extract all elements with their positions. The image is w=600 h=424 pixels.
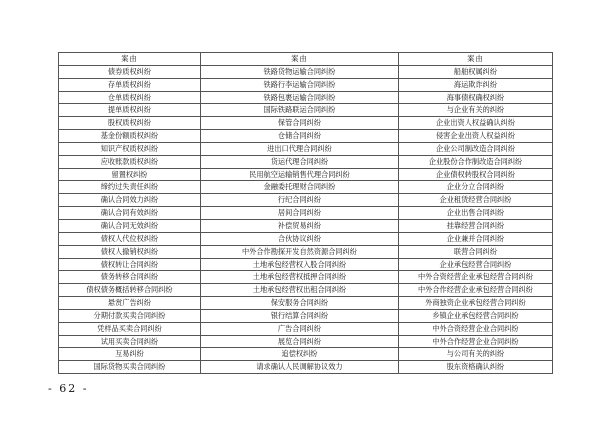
table-cell: 悬赏广告纠纷	[59, 297, 201, 310]
table-cell: 铁路货物运输合同纠纷	[201, 65, 399, 78]
table-cell: 民用航空运输销售代理合同纠纷	[201, 168, 399, 181]
table-cell: 铁路包裹运输合同纠纷	[201, 91, 399, 104]
table-cell: 中外合资经营企业合同纠纷	[399, 322, 553, 335]
table-row	[59, 361, 553, 374]
table-cell: 乡镇企业承包经营合同纠纷	[399, 309, 553, 322]
table-row	[59, 117, 553, 130]
table-cell: 确认合同效力纠纷	[59, 194, 201, 207]
table-cell: 债权债务概括转移合同纠纷	[59, 284, 201, 297]
table-cell: 土地承包经营权出租合同纠纷	[201, 284, 399, 297]
table-cell: 仓单质权纠纷	[59, 91, 201, 104]
table-cell: 侵害企业出资人权益纠纷	[399, 130, 553, 143]
table-cell: 保管合同纠纷	[201, 117, 399, 130]
table-cell: 请求确认人民调解协议效力	[201, 361, 399, 374]
table-cell: 进出口代理合同纠纷	[201, 142, 399, 155]
table-cell: 与企业有关的纠纷	[399, 104, 553, 117]
table-cell: 企业出资人权益确认纠纷	[399, 117, 553, 130]
table-row	[59, 142, 553, 155]
table-cell: 互易纠纷	[59, 348, 201, 361]
table-cell: 广告合同纠纷	[201, 322, 399, 335]
table-cell: 土地承包经营权抵押合同纠纷	[201, 271, 399, 284]
table-row	[59, 258, 553, 271]
table-cell: 确认合同无效纠纷	[59, 219, 201, 232]
table-cell: 股权质权纠纷	[59, 117, 201, 130]
table-cell: 行纪合同纠纷	[201, 194, 399, 207]
table-row	[59, 104, 553, 117]
table-cell: 铁路行李运输合同纠纷	[201, 78, 399, 91]
table-row	[59, 168, 553, 181]
table-cell: 海事债权确权纠纷	[399, 91, 553, 104]
table-cell: 外商独资企业承包经营合同纠纷	[399, 297, 553, 310]
table-cell: 土地承包经营权入股合同纠纷	[201, 258, 399, 271]
column-header: 案由	[59, 53, 201, 66]
table-cell: 与公司有关的纠纷	[399, 348, 553, 361]
table-cell: 企业出售合同纠纷	[399, 207, 553, 220]
table-row	[59, 155, 553, 168]
table-row	[59, 348, 553, 361]
table-cell: 凭样品买卖合同纠纷	[59, 322, 201, 335]
table-row	[59, 232, 553, 245]
table-cell: 国际铁路联运合同纠纷	[201, 104, 399, 117]
table-cell: 货运代理合同纠纷	[201, 155, 399, 168]
table-row	[59, 194, 553, 207]
page-number: - 62 -	[48, 382, 89, 395]
table-cell: 追偿权纠纷	[201, 348, 399, 361]
table-cell: 企业公司制改造合同纠纷	[399, 142, 553, 155]
table-body	[59, 65, 553, 373]
table-cell: 中外合资经营企业承包经营合同纠纷	[399, 271, 553, 284]
table-cell: 补偿贸易纠纷	[201, 219, 399, 232]
table-cell: 留置权纠纷	[59, 168, 201, 181]
table-cell: 企业债权转股权合同纠纷	[399, 168, 553, 181]
table-row	[59, 335, 553, 348]
table-cell: 试用买卖合同纠纷	[59, 335, 201, 348]
table-cell: 债券质权纠纷	[59, 65, 201, 78]
table-row	[59, 219, 553, 232]
table-cell: 应收账款质权纠纷	[59, 155, 201, 168]
table-cell: 确认合同有效纠纷	[59, 207, 201, 220]
table-cell: 展览合同纠纷	[201, 335, 399, 348]
table-row	[59, 284, 553, 297]
table-row	[59, 245, 553, 258]
table-row	[59, 297, 553, 310]
column-header: 案由	[201, 53, 399, 66]
table-cell: 国际货物买卖合同纠纷	[59, 361, 201, 374]
table-cell: 居间合同纠纷	[201, 207, 399, 220]
table-cell: 挂靠经营合同纠纷	[399, 219, 553, 232]
table-row	[59, 130, 553, 143]
table-cell: 中外合作勘探开发自然资源合同纠纷	[201, 245, 399, 258]
table-cell: 仓储合同纠纷	[201, 130, 399, 143]
table-cell: 债权人代位权纠纷	[59, 232, 201, 245]
table-cell: 企业兼并合同纠纷	[399, 232, 553, 245]
table-row	[59, 65, 553, 78]
table-cell: 中外合作经营企业合同纠纷	[399, 335, 553, 348]
table-cell: 存单质权纠纷	[59, 78, 201, 91]
table-cell: 中外合作经营企业承包经营合同纠纷	[399, 284, 553, 297]
table-row	[59, 309, 553, 322]
table-cell: 金融委托理财合同纠纷	[201, 181, 399, 194]
table-cell: 企业股份合作制改造合同纠纷	[399, 155, 553, 168]
table-row	[59, 322, 553, 335]
table-cell: 知识产权质权纠纷	[59, 142, 201, 155]
table-cell: 船舶权属纠纷	[399, 65, 553, 78]
table-cell: 债权人撤销权纠纷	[59, 245, 201, 258]
table-cell: 合伙协议纠纷	[201, 232, 399, 245]
table-cell: 联营合同纠纷	[399, 245, 553, 258]
table-cell: 股东资格确认纠纷	[399, 361, 553, 374]
table-cell: 海运欺诈纠纷	[399, 78, 553, 91]
table-row	[59, 181, 553, 194]
table-row	[59, 271, 553, 284]
table-cell: 提单质权纠纷	[59, 104, 201, 117]
table-cell: 企业租赁经营合同纠纷	[399, 194, 553, 207]
table-cell: 企业承包经营合同纠纷	[399, 258, 553, 271]
table-row	[59, 78, 553, 91]
cause-of-action-table	[58, 52, 553, 374]
table-cell: 银行结算合同纠纷	[201, 309, 399, 322]
table-cell: 基金份额质权纠纷	[59, 130, 201, 143]
table-cell: 债权转让合同纠纷	[59, 258, 201, 271]
table-cell: 企业分立合同纠纷	[399, 181, 553, 194]
column-header: 案由	[399, 53, 553, 66]
table-row	[59, 207, 553, 220]
table-row	[59, 91, 553, 104]
table-header-row	[59, 53, 553, 66]
table-cell: 分期付款买卖合同纠纷	[59, 309, 201, 322]
table-cell: 债务转移合同纠纷	[59, 271, 201, 284]
table-cell: 缔约过失责任纠纷	[59, 181, 201, 194]
table-cell: 保安服务合同纠纷	[201, 297, 399, 310]
